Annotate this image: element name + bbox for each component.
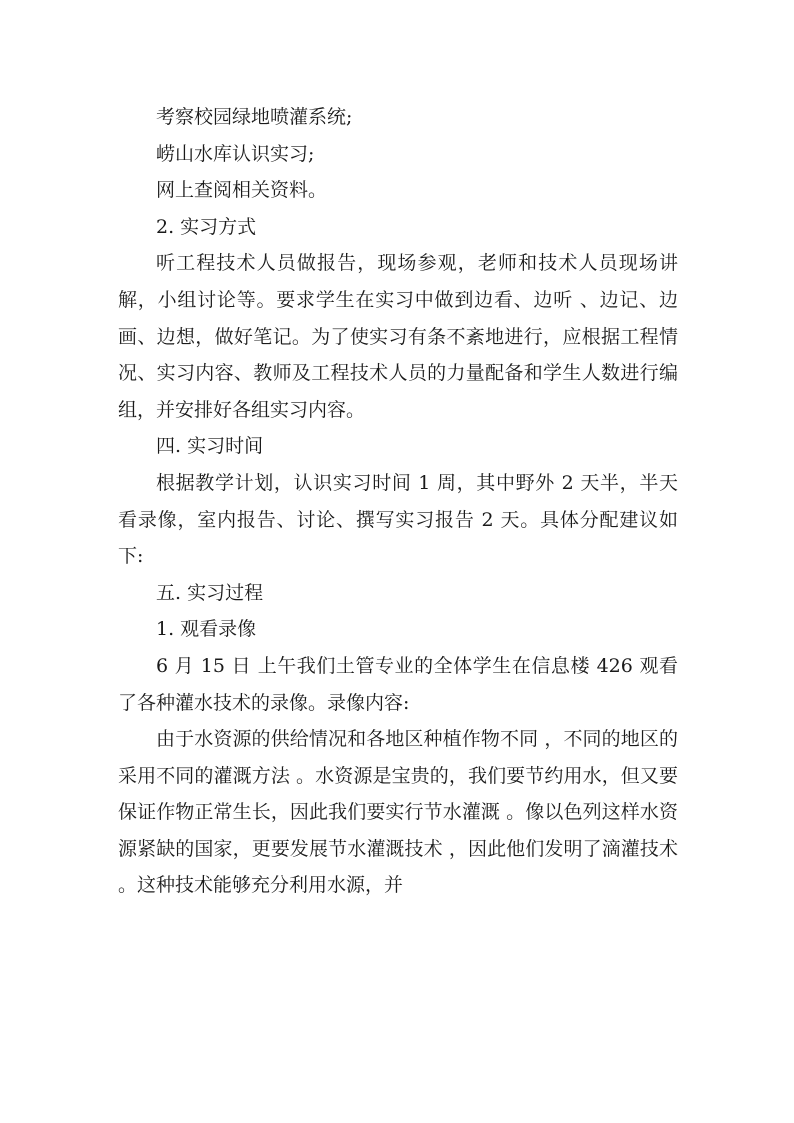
paragraph-laoshan-reservoir: 崂山水库认识实习;: [156, 142, 315, 165]
heading-internship-method: 2. 实习方式: [156, 215, 257, 238]
heading-internship-process: 五. 实习过程: [156, 581, 264, 604]
document-body: [118, 99, 678, 904]
paragraph-video-content: 由于水资源的供给情况和各地区种植作物不同 ，不同的地区的采用不同的灌溉方法 。水资源是宝贵的，我们要节约用水，但又要保证作物正常生长，因此我们要实行节水灌溉 。像以色列这样水资源紧缺的国家，更要发展节水灌溉技术 ，因此他们发明了滴灌技术 。这种技术能够充分利用水源，并: [118, 728, 678, 897]
paragraph-time-details: 根据教学计划，认识实习时间 1 周，其中野外 2 天半，半天看录像，室内报告、讨论、撰写实习报告 2 天。具体分配建议如下:: [118, 471, 678, 568]
paragraph-campus-irrigation: 考察校园绿地喷灌系统;: [156, 106, 353, 128]
heading-watch-video: 1. 观看录像: [156, 618, 257, 641]
heading-internship-time: 四. 实习时间: [156, 435, 264, 458]
paragraph-method-details: 听工程技术人员做报告，现场参观，老师和技术人员现场讲解，小组讨论等。要求学生在实习中做到边看、边听 、边记、边画、边想，做好笔记。为了使实习有条不紊地进行，应根据工程情况、实习内容、教师及工程技术人员的力量配备和学生人数进行编组，并安排好各组实习内容。: [118, 252, 678, 421]
paragraph-video-session: 6 月 15 日 上午我们土管专业的全体学生在信息楼 426 观看了各种灌水技术的录像。录像内容:: [118, 654, 678, 714]
paragraph-online-research: 网上查阅相关资料。: [156, 179, 328, 202]
